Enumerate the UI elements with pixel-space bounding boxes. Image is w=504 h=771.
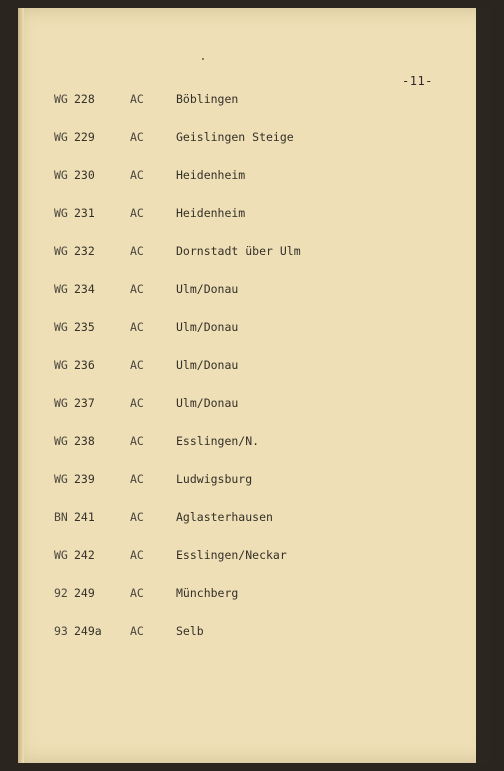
place-name: Dornstadt über Ulm bbox=[176, 244, 301, 258]
unit-type: AC bbox=[130, 130, 144, 144]
list-row bbox=[18, 624, 490, 640]
unit-number: 249 bbox=[74, 586, 95, 600]
place-name: Ludwigsburg bbox=[176, 472, 253, 486]
unit-code: WG bbox=[54, 282, 68, 296]
unit-code: WG bbox=[54, 548, 68, 562]
unit-type: AC bbox=[130, 510, 144, 524]
list-row bbox=[18, 510, 490, 526]
list-row bbox=[18, 586, 490, 602]
unit-number: 230 bbox=[74, 168, 95, 182]
unit-type: AC bbox=[130, 586, 144, 600]
list-row bbox=[18, 282, 490, 298]
unit-type: AC bbox=[130, 434, 144, 448]
unit-number: 242 bbox=[74, 548, 95, 562]
unit-number: 249a bbox=[74, 624, 102, 638]
place-name: Ulm/Donau bbox=[176, 396, 239, 410]
unit-number: 241 bbox=[74, 510, 95, 524]
list-row bbox=[18, 244, 490, 260]
place-name: Esslingen/Neckar bbox=[176, 548, 287, 562]
place-name: Esslingen/N. bbox=[176, 434, 260, 448]
unit-code: 93 bbox=[54, 624, 68, 638]
unit-type: AC bbox=[130, 472, 144, 486]
unit-number: 238 bbox=[74, 434, 95, 448]
unit-number: 239 bbox=[74, 472, 95, 486]
document-sheet bbox=[18, 8, 490, 763]
unit-code: BN bbox=[54, 510, 68, 524]
list-row bbox=[18, 396, 490, 412]
unit-code: 92 bbox=[54, 586, 68, 600]
unit-number: 228 bbox=[74, 92, 95, 106]
unit-code: WG bbox=[54, 244, 68, 258]
list-row bbox=[18, 206, 490, 222]
list-row bbox=[18, 130, 490, 146]
unit-code: WG bbox=[54, 92, 68, 106]
unit-number: 232 bbox=[74, 244, 95, 258]
unit-type: AC bbox=[130, 92, 144, 106]
ink-speck bbox=[202, 58, 204, 60]
place-name: Selb bbox=[176, 624, 204, 638]
place-name: Böblingen bbox=[176, 92, 239, 106]
unit-type: AC bbox=[130, 548, 144, 562]
page-right-edge bbox=[476, 8, 490, 763]
list-row bbox=[18, 92, 490, 108]
unit-type: AC bbox=[130, 320, 144, 334]
list-row bbox=[18, 168, 490, 184]
list-row bbox=[18, 472, 490, 488]
list-row bbox=[18, 358, 490, 374]
place-name: Ulm/Donau bbox=[176, 282, 239, 296]
unit-code: WG bbox=[54, 472, 68, 486]
unit-type: AC bbox=[130, 168, 144, 182]
place-name: Aglasterhausen bbox=[176, 510, 273, 524]
place-name: Münchberg bbox=[176, 586, 239, 600]
page-number: -11- bbox=[402, 74, 433, 88]
place-name: Heidenheim bbox=[176, 168, 246, 182]
unit-number: 235 bbox=[74, 320, 95, 334]
unit-type: AC bbox=[130, 282, 144, 296]
unit-type: AC bbox=[130, 358, 144, 372]
unit-number: 229 bbox=[74, 130, 95, 144]
unit-code: WG bbox=[54, 168, 68, 182]
unit-code: WG bbox=[54, 434, 68, 448]
list-row bbox=[18, 434, 490, 450]
page-fold-shadow bbox=[18, 8, 24, 763]
unit-number: 231 bbox=[74, 206, 95, 220]
unit-type: AC bbox=[130, 206, 144, 220]
list-row bbox=[18, 320, 490, 336]
place-name: Ulm/Donau bbox=[176, 358, 239, 372]
unit-type: AC bbox=[130, 396, 144, 410]
list-row bbox=[18, 548, 490, 564]
unit-number: 236 bbox=[74, 358, 95, 372]
unit-number: 237 bbox=[74, 396, 95, 410]
unit-code: WG bbox=[54, 206, 68, 220]
unit-code: WG bbox=[54, 396, 68, 410]
unit-type: AC bbox=[130, 624, 144, 638]
place-name: Geislingen Steige bbox=[176, 130, 294, 144]
place-name: Heidenheim bbox=[176, 206, 246, 220]
unit-code: WG bbox=[54, 358, 68, 372]
unit-type: AC bbox=[130, 244, 144, 258]
place-name: Ulm/Donau bbox=[176, 320, 239, 334]
unit-code: WG bbox=[54, 130, 68, 144]
unit-code: WG bbox=[54, 320, 68, 334]
unit-number: 234 bbox=[74, 282, 95, 296]
